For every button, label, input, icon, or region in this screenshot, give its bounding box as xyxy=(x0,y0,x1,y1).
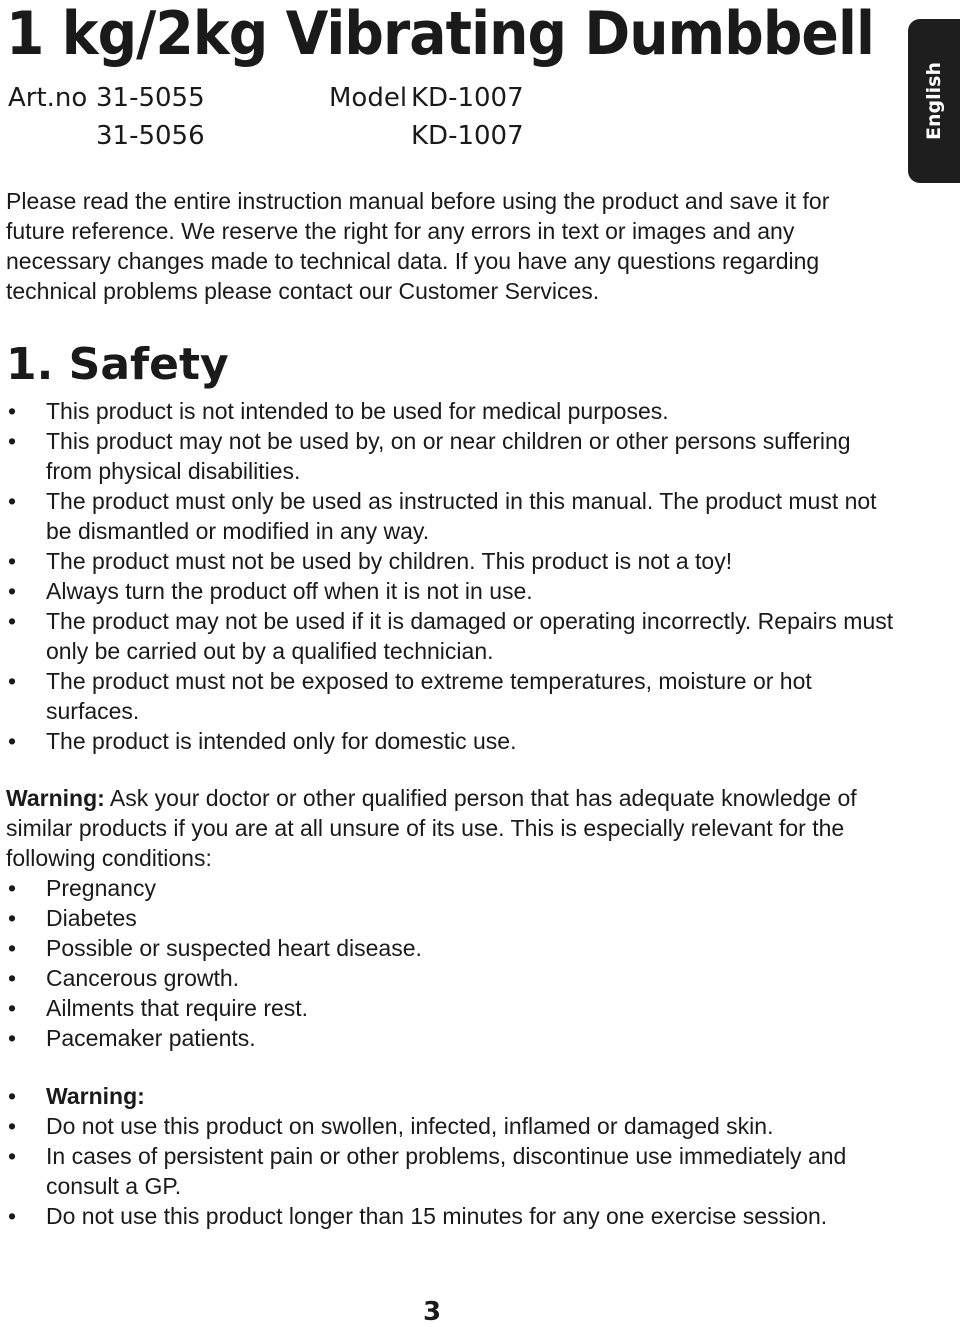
list-item-text: This product may not be used by, on or near children or other persons suffering from physical disabilities. xyxy=(46,428,851,484)
list-item-text: In cases of persistent pain or other problems, discontinue use immediately and consult a GP. xyxy=(46,1143,847,1199)
list-item-text: This product is not intended to be used for medical purposes. xyxy=(46,398,669,424)
bullet-icon: • xyxy=(8,995,17,1021)
bullet-icon: • xyxy=(8,1143,17,1169)
model-number-1: KD-1007 xyxy=(411,83,524,113)
list-item-text: The product is intended only for domestic use. xyxy=(46,728,517,754)
list-item-text: Pacemaker patients. xyxy=(46,1025,256,1051)
bullet-icon: • xyxy=(8,965,17,991)
bullet-icon: • xyxy=(8,548,17,574)
model-label: Model xyxy=(329,83,408,113)
section-heading-safety: 1. Safety xyxy=(6,339,229,390)
list-item-text: Possible or suspected heart disease. xyxy=(46,935,422,961)
intro-paragraph: Please read the entire instruction manual before using the product and save it for future reference. We reserve the right for any errors in text or images and any necessary changes made to technical data. If you have any questions regarding technical problems please contact our Customer Services. xyxy=(6,188,830,304)
list-item xyxy=(0,486,900,546)
bullet-icon: • xyxy=(8,1203,17,1229)
list-item xyxy=(0,666,900,726)
list-item-text: Cancerous growth. xyxy=(46,965,240,991)
list-item xyxy=(0,1141,900,1201)
list-item xyxy=(0,1111,900,1141)
list-item xyxy=(0,726,900,756)
list-item xyxy=(0,993,900,1023)
list-item-text: Always turn the product off when it is not in use. xyxy=(46,578,533,604)
list-item-text: The product must not be exposed to extreme temperatures, moisture or hot surfaces. xyxy=(46,668,812,724)
language-tab xyxy=(908,19,960,183)
bullet-icon: • xyxy=(8,905,17,931)
warning-label: Warning: xyxy=(6,785,105,811)
list-item-text: Do not use this product on swollen, infected, inflamed or damaged skin. xyxy=(46,1113,774,1139)
bullet-icon: • xyxy=(8,608,17,634)
list-item xyxy=(0,396,900,426)
page-title: 1 kg/2kg Vibrating Dumbbell xyxy=(6,0,874,69)
bullet-icon: • xyxy=(8,578,17,604)
list-item-text: Ailments that require rest. xyxy=(46,995,309,1021)
list-item xyxy=(0,873,900,903)
list-item-text: Pregnancy xyxy=(46,875,156,901)
bullet-icon: • xyxy=(8,398,17,424)
list-item-text: The product must only be used as instructed in this manual. The product must not be dismantled or modified in any way. xyxy=(46,488,877,544)
bullet-icon: • xyxy=(8,1113,17,1139)
list-item xyxy=(0,903,900,933)
bullet-icon: • xyxy=(8,668,17,694)
page-number: 3 xyxy=(422,1297,442,1327)
list-item xyxy=(0,933,900,963)
art-number-1: 31-5055 xyxy=(96,83,205,113)
bullet-icon: • xyxy=(8,875,17,901)
list-item-text: Diabetes xyxy=(46,905,137,931)
list-item xyxy=(0,426,900,486)
list-item xyxy=(0,546,900,576)
list-item xyxy=(0,963,900,993)
list-item xyxy=(0,576,900,606)
list-item xyxy=(0,1201,900,1231)
list-item xyxy=(0,606,900,666)
warning-list xyxy=(0,1081,900,1231)
art-number-label: Art.no xyxy=(8,83,88,113)
warning-text: Ask your doctor or other qualified person that has adequate knowledge of similar products if you are at all unsure of its use. This is especially relevant for the following conditions: xyxy=(6,785,857,871)
warning-label-2: Warning: xyxy=(46,1083,145,1109)
conditions-list xyxy=(0,873,900,1053)
language-tab-label: English xyxy=(923,62,945,140)
list-item xyxy=(0,1081,900,1111)
list-item-text: The product may not be used if it is damaged or operating incorrectly. Repairs must only be carried out by a qualified technician. xyxy=(46,608,894,664)
bullet-icon: • xyxy=(8,1083,17,1109)
bullet-icon: • xyxy=(8,488,17,514)
model-number-2: KD-1007 xyxy=(411,121,524,151)
list-item-text: The product must not be used by children. This product is not a toy! xyxy=(46,548,733,574)
art-number-2: 31-5056 xyxy=(96,121,205,151)
list-item xyxy=(0,1023,900,1053)
bullet-icon: • xyxy=(8,428,17,454)
list-item-text: Do not use this product longer than 15 minutes for any one exercise session. xyxy=(46,1203,828,1229)
bullet-icon: • xyxy=(8,935,17,961)
warning-paragraph xyxy=(6,783,886,873)
bullet-icon: • xyxy=(8,1025,17,1051)
bullet-icon: • xyxy=(8,728,17,754)
safety-list xyxy=(0,396,900,756)
